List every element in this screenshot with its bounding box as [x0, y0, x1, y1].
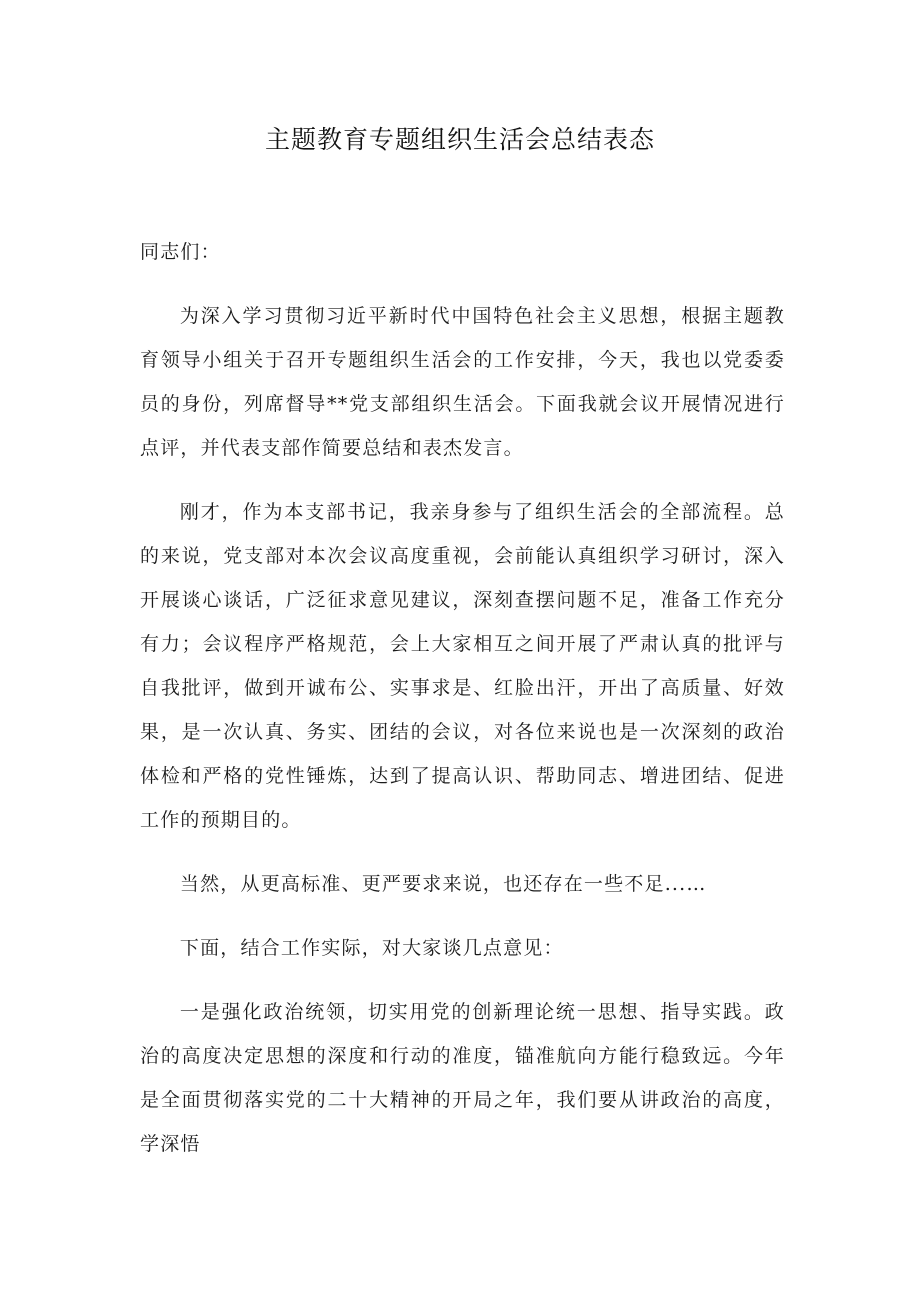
paragraph-opinions-lead: 下面，结合工作实际，对大家谈几点意见：: [179, 937, 564, 959]
paragraph-intro: 为深入学习贯彻习近平新时代中国特色社会主义思想，根据主题教育领导小组关于召开专题组织生活会的工作安排，今天，我也以党委委员的身份，列席督导**党支部组织生活会。下面我就会议开展情况进行点评，并代表支部作简要总结和表杰发言。: [140, 305, 785, 459]
document-title: 主题教育专题组织生活会总结表态: [264, 125, 655, 154]
salutation: 同志们：: [140, 241, 221, 263]
paragraph-shortcomings: 当然，从更高标准、更严要求来说，也还存在一些不足...…: [179, 873, 707, 895]
paragraph-review: 刚才，作为本支部书记，我亲身参与了组织生活会的全部流程。总的来说，党支部对本次会议高度重视，会前能认真组织学习研讨，深入开展谈心谈话，广泛征求意见建议，深刻查摆问题不足，准备工作充分有力；会议程序严格规范，会上大家相互之间开展了严肃认真的批评与自我批评，做到开诚布公、实事求是、红脸出汗，开出了高质量、好效果，是一次认真、务实、团结的会议，对各位来说也是一次深刻的政治体检和严格的党性锤炼，达到了提高认识、帮助同志、增进团结、促进工作的预期目的。: [140, 501, 785, 831]
paragraph-point-one: 一是强化政治统领，切实用党的创新理论统一思想、指导实践。政治的高度决定思想的深度和行动的准度，锚准航向方能行稳致远。今年是全面贯彻落实党的二十大精神的开局之年，我们要从讲政治的高度，学深悟: [140, 1001, 785, 1155]
document-body: [140, 230, 785, 1186]
